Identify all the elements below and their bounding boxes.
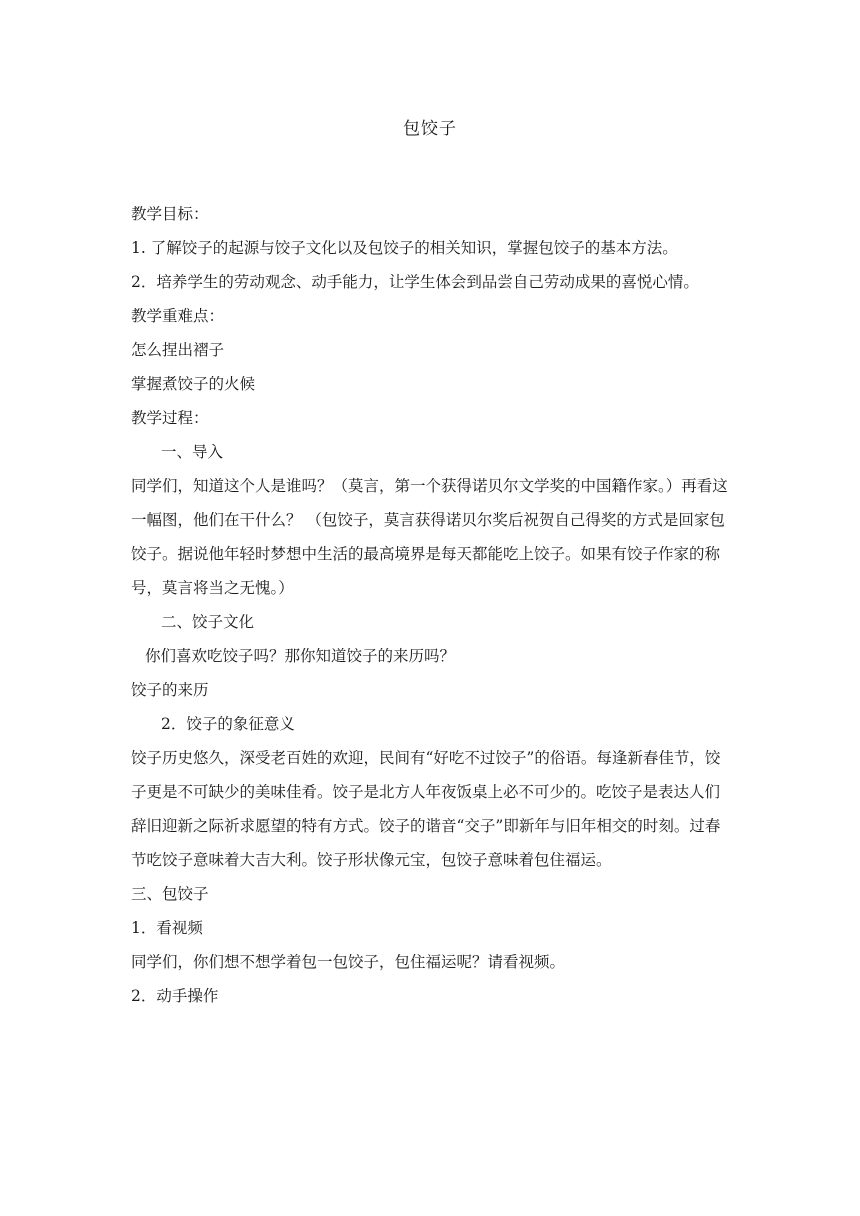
subheading-hands-on: 2．动手操作 (131, 987, 219, 1005)
section-heading-intro: 一、导入 (161, 443, 224, 461)
paragraph-teaching-goals-heading: 教学目标： (131, 205, 209, 223)
paragraph-key-point-1: 怎么捏出褶子 (131, 341, 225, 359)
paragraph-video: 同学们，你们想不想学着包一包饺子，包住福运呢？请看视频。 (131, 953, 566, 971)
document-body (131, 197, 731, 1013)
paragraph-key-point-2: 掌握煮饺子的火候 (131, 375, 256, 393)
section-heading-making: 三、包饺子 (131, 885, 209, 903)
paragraph-goal-2: 2．培养学生的劳动观念、动手能力，让学生体会到品尝自己劳动成果的喜悦心情。 (131, 273, 699, 291)
paragraph-goal-1: 1. 了解饺子的起源与饺子文化以及包饺子的相关知识，掌握包饺子的基本方法。 (131, 239, 678, 257)
paragraph-intro: 同学们，知道这个人是谁吗？（莫言，第一个获得诺贝尔文学奖的中国籍作家。）再看这一幅图，他们在干什么？ （包饺子，莫言获得诺贝尔奖后祝贺自己得奖的方式是回家包饺子。据说他年轻时梦想中生活的最高境界是每天都能吃上饺子。如果有饺子作家的称号，莫言将当之无愧。） (131, 477, 728, 597)
subheading-symbolism: 2．饺子的象征意义 (161, 715, 295, 733)
paragraph-symbolism: 饺子历史悠久，深受老百姓的欢迎，民间有“好吃不过饺子”的俗语。每逢新春佳节，饺子更是不可缺少的美味佳肴。饺子是北方人年夜饭桌上必不可少的。吃饺子是表达人们辞旧迎新之际祈求愿望的特有方式。饺子的谐音“交子”即新年与旧年相交的时刻。过春节吃饺子意味着大吉大利。饺子形状像元宝，包饺子意味着包住福运。 (131, 749, 721, 869)
paragraph-origin: 饺子的来历 (131, 681, 209, 699)
section-heading-culture: 二、饺子文化 (161, 613, 255, 631)
paragraph-culture-question: 你们喜欢吃饺子吗？那你知道饺子的来历吗？ (145, 647, 456, 665)
subheading-video: 1．看视频 (131, 919, 203, 937)
paragraph-process-heading: 教学过程： (131, 409, 209, 427)
paragraph-key-points-heading: 教学重难点： (131, 307, 225, 325)
document-title: 包饺子 (403, 119, 457, 139)
